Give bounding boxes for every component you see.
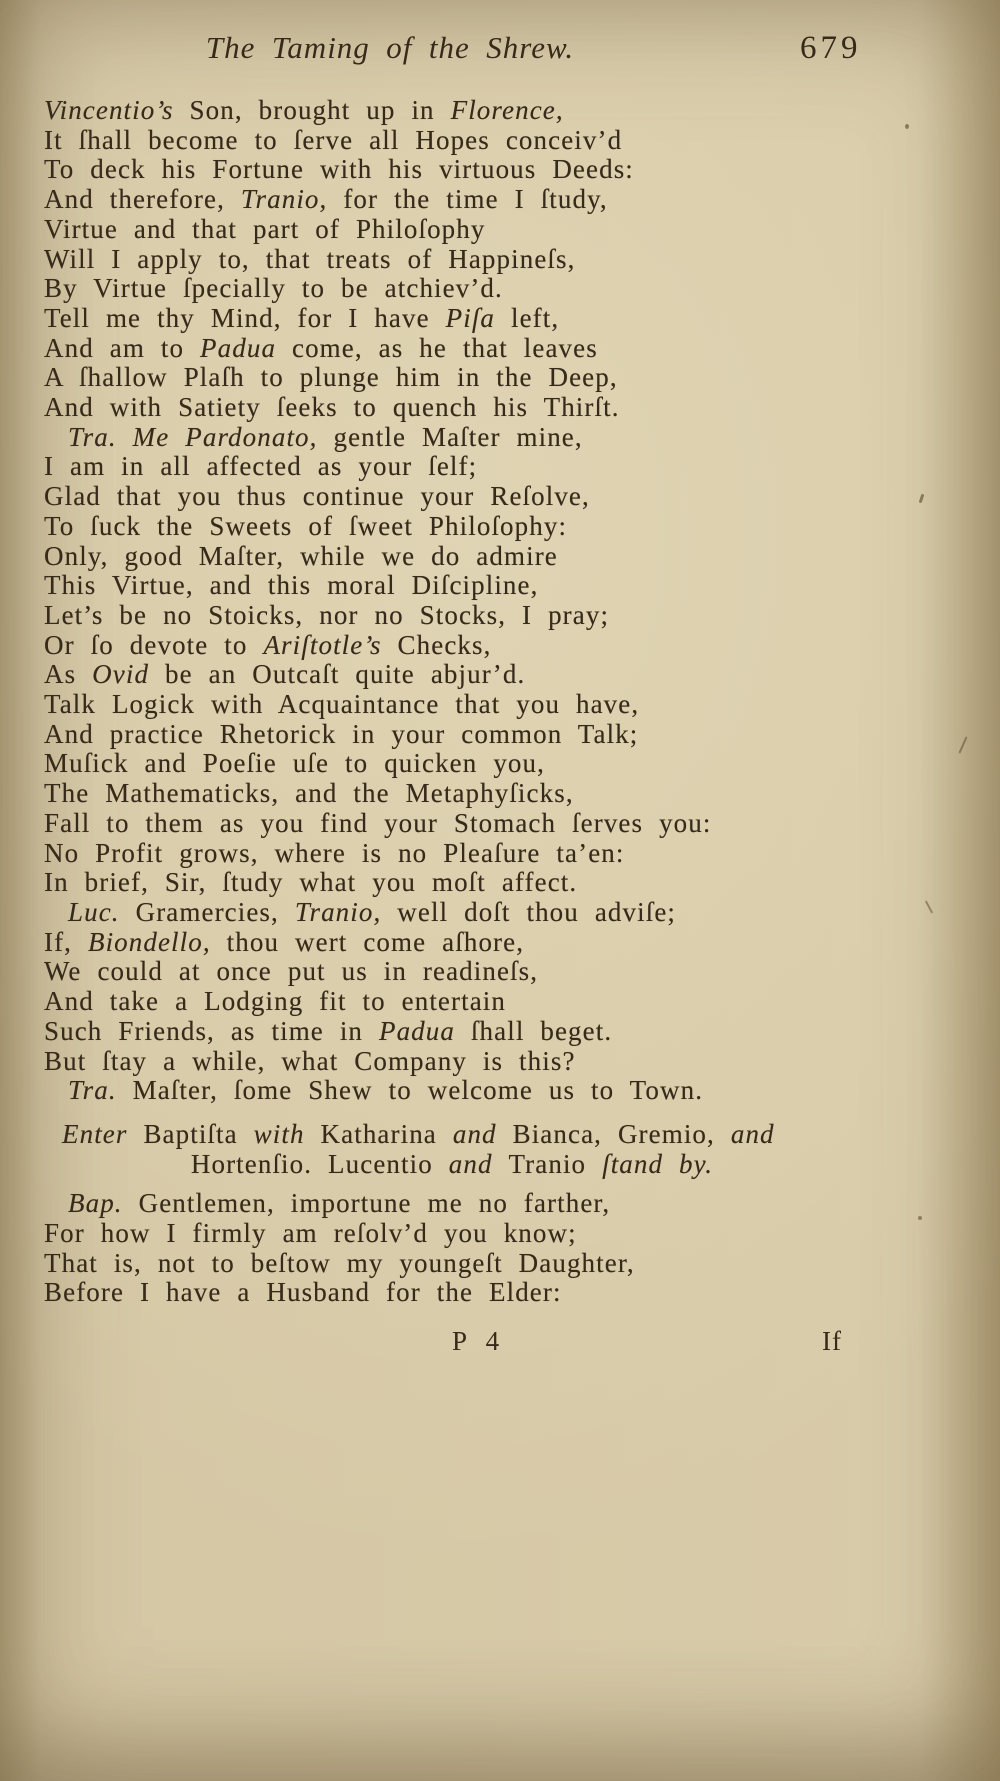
- roman-text: ſhall beget.: [454, 1015, 613, 1046]
- text-line: [44, 512, 900, 542]
- text-line: [44, 779, 900, 809]
- italic-text: Vincentio’s: [44, 95, 174, 125]
- italic-text: Florence,: [450, 95, 564, 125]
- roman-text: And with Satiety ſeeks to quench his Thirſt.: [44, 392, 620, 423]
- roman-text: That is, not to beſtow my youngeſt Daughter,: [44, 1247, 635, 1278]
- text-line: [44, 155, 900, 185]
- roman-text: thou wert come aſhore,: [210, 926, 525, 957]
- text-line: [44, 1076, 900, 1106]
- text-line: [44, 928, 900, 958]
- text-line: [44, 542, 900, 572]
- roman-text: I am in all affected as your ſelf;: [44, 451, 478, 482]
- italic-text: Tra.: [68, 1075, 117, 1106]
- roman-text: Glad that you thus continue your Reſolve,: [44, 481, 590, 512]
- roman-text: And therefore,: [44, 184, 241, 215]
- text-line: [44, 245, 900, 275]
- roman-text: Tranio: [508, 1148, 603, 1179]
- italic-text: Ovid: [92, 659, 150, 690]
- roman-text: A ſhallow Plaſh to plunge him in the Deep,: [44, 362, 618, 393]
- italic-text: Tranio,: [240, 184, 328, 215]
- italic-text: Tra. Me Pardonato,: [68, 421, 318, 452]
- italic-text: Ariſtotle’s: [263, 629, 382, 660]
- roman-text: It ſhall become to ſerve all Hopes conceiv’d: [44, 124, 623, 155]
- italic-text: with: [253, 1118, 321, 1149]
- roman-text: And take a Lodging fit to entertain: [44, 986, 506, 1017]
- roman-text: Such Friends, as time in: [44, 1015, 379, 1046]
- roman-text: If,: [44, 926, 88, 957]
- roman-text: This Virtue, and this moral Diſcipline,: [44, 570, 539, 601]
- text-line: [44, 868, 900, 898]
- roman-text: left,: [495, 302, 560, 333]
- roman-text: Talk Logick with Acquaintance that you have,: [44, 689, 640, 720]
- text-line: [44, 482, 900, 512]
- roman-text: Bianca, Gremio,: [512, 1118, 731, 1149]
- closing-speech-block: [44, 1189, 900, 1308]
- text-line: [44, 1249, 900, 1279]
- italic-text: Padua: [378, 1015, 455, 1046]
- roman-text: Baptiſta: [143, 1118, 254, 1149]
- roman-text: And practice Rhetorick in your common Talk;: [44, 718, 639, 749]
- italic-text: and: [452, 1118, 513, 1149]
- roman-text: Will I apply to, that treats of Happineſs,: [44, 243, 576, 274]
- roman-text: To deck his Fortune with his virtuous Deeds:: [44, 154, 634, 185]
- roman-text: Gentlemen, importune me no farther,: [122, 1188, 611, 1219]
- text-body: [0, 78, 1000, 1308]
- italic-text: ſtand by.: [602, 1148, 714, 1179]
- italic-text: and: [448, 1148, 509, 1179]
- running-title: The Taming of the Shrew.: [205, 30, 575, 65]
- text-line: [44, 334, 900, 364]
- roman-text: To ſuck the Sweets of ſweet Philoſophy:: [44, 510, 568, 541]
- text-line: [44, 898, 900, 928]
- page-footer: [0, 1326, 1000, 1366]
- roman-text: In brief, Sir, ſtudy what you moſt affect.: [44, 867, 578, 898]
- roman-text: Let’s be no Stoicks, nor no Stocks, I pray;: [44, 599, 610, 630]
- roman-text: Or ſo devote to: [44, 629, 264, 660]
- italic-text: Luc.: [68, 896, 120, 927]
- roman-text: As: [44, 659, 93, 690]
- text-line: [44, 571, 900, 601]
- roman-text: We could at once put us in readineſs,: [44, 956, 539, 987]
- text-line: [44, 423, 900, 453]
- italic-text: Padua: [200, 332, 277, 363]
- text-line: [44, 957, 900, 987]
- italic-text: Biondello,: [87, 926, 211, 957]
- roman-text: Muſick and Poeſie uſe to quicken you,: [44, 748, 545, 779]
- text-line: [44, 274, 900, 304]
- text-line: [44, 393, 900, 423]
- roman-text: come, as he that leaves: [276, 332, 598, 363]
- text-line: [44, 96, 900, 126]
- text-line: [44, 660, 900, 690]
- ink-speck: [905, 124, 909, 129]
- roman-text: for the time I ſtudy,: [327, 184, 608, 215]
- text-line: [44, 839, 900, 869]
- roman-text: But ſtay a while, what Company is this?: [44, 1045, 576, 1076]
- roman-text: Katharina: [320, 1118, 453, 1149]
- roman-text: Fall to them as you find your Stomach ſerves you:: [44, 807, 712, 838]
- roman-text: Tell me thy Mind, for I have: [44, 302, 446, 333]
- italic-text: Tranio,: [294, 896, 382, 927]
- roman-text: gentle Maſter mine,: [317, 421, 583, 452]
- text-line: [44, 215, 900, 245]
- text-line: [44, 809, 900, 839]
- text-line: [44, 690, 900, 720]
- text-line: [44, 304, 900, 334]
- text-line: [44, 1278, 900, 1308]
- roman-text: Checks,: [381, 629, 492, 660]
- roman-text: Gramercies,: [119, 896, 295, 927]
- roman-text: Before I have a Husband for the Elder:: [44, 1277, 562, 1308]
- text-line: [44, 452, 900, 482]
- text-line: [44, 601, 900, 631]
- text-line: [44, 1017, 900, 1047]
- text-line: [44, 631, 900, 661]
- text-line: [44, 1047, 900, 1077]
- text-line: [44, 749, 900, 779]
- roman-text: Virtue and that part of Philoſophy: [44, 213, 486, 244]
- roman-text: And am to: [44, 332, 201, 363]
- roman-text: Only, good Maſter, while we do admire: [44, 540, 558, 571]
- roman-text: No Profit grows, where is no Pleaſure ta’en:: [44, 837, 625, 868]
- catchword: If: [822, 1326, 842, 1357]
- roman-text: Maſter, ſome Shew to welcome us to Town.: [116, 1075, 704, 1106]
- page-header: [0, 0, 1000, 78]
- main-text-block: [44, 96, 900, 1106]
- text-line: [44, 126, 900, 156]
- italic-text: and: [730, 1118, 775, 1149]
- page-number: 679: [800, 30, 862, 66]
- italic-text: Piſa: [445, 302, 496, 333]
- roman-text: Son, brought up in: [173, 95, 451, 125]
- text-line: [44, 1120, 900, 1150]
- text-line: [44, 1189, 900, 1219]
- text-line: [44, 363, 900, 393]
- italic-text: Bap.: [68, 1188, 123, 1219]
- text-line: [44, 185, 900, 215]
- roman-text: For how I firmly am reſolv’d you know;: [44, 1218, 577, 1249]
- text-line: [44, 1150, 900, 1180]
- roman-text: The Mathematicks, and the Metaphyſicks,: [44, 778, 574, 809]
- roman-text: well doſt thou adviſe;: [381, 896, 677, 927]
- stage-direction: [44, 1120, 900, 1179]
- text-line: [44, 1219, 900, 1249]
- text-line: [44, 987, 900, 1017]
- roman-text: By Virtue ſpecially to be atchiev’d.: [44, 273, 503, 304]
- signature-mark: P 4: [452, 1326, 501, 1357]
- ink-speck: [918, 1216, 922, 1220]
- roman-text: be an Outcaſt quite abjur’d.: [149, 659, 526, 690]
- italic-text: Enter: [62, 1118, 144, 1149]
- text-line: [44, 720, 900, 750]
- roman-text: Hortenſio. Lucentio: [190, 1148, 449, 1179]
